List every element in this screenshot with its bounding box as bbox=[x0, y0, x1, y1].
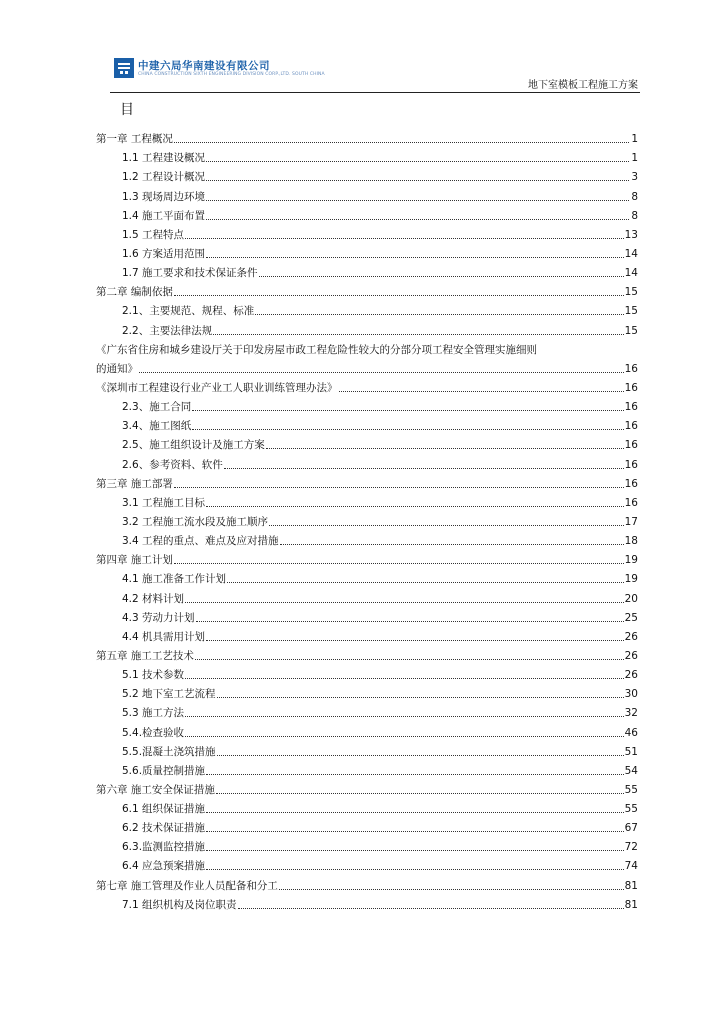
toc-leader-dots bbox=[279, 888, 624, 890]
toc-entry[interactable] bbox=[96, 567, 638, 586]
toc-entry[interactable] bbox=[96, 606, 638, 625]
toc-entry[interactable] bbox=[96, 586, 638, 605]
toc-entry[interactable] bbox=[96, 184, 638, 203]
toc-leader-dots bbox=[206, 218, 629, 220]
toc-leader-dots bbox=[196, 620, 624, 622]
toc-entry-title: 第六章 施工安全保证措施 bbox=[96, 783, 215, 796]
toc-entry[interactable] bbox=[96, 127, 638, 146]
toc-entry-title: 1.2 工程设计概况 bbox=[122, 171, 206, 184]
toc-entry[interactable] bbox=[96, 740, 638, 759]
toc-leader-dots bbox=[206, 773, 624, 775]
toc-entry[interactable] bbox=[96, 854, 638, 873]
toc-leader-dots bbox=[192, 409, 623, 411]
toc-leader-dots bbox=[224, 467, 624, 469]
toc-leader-dots bbox=[206, 849, 624, 851]
toc-entry-page: 1 bbox=[631, 133, 638, 146]
toc-entry-title: 6.4 应急预案措施 bbox=[122, 860, 206, 873]
toc-entry-title: 2.1、主要规范、规程、标准 bbox=[122, 305, 255, 318]
toc-entry[interactable] bbox=[96, 529, 638, 548]
toc-leader-dots bbox=[259, 275, 624, 277]
toc-entry-page: 32 bbox=[624, 707, 638, 720]
toc-entry-title: 5.5.混凝土浇筑措施 bbox=[122, 745, 216, 758]
toc-entry-page: 26 bbox=[624, 630, 638, 643]
toc-entry-title: 5.6.质量控制措施 bbox=[122, 764, 206, 777]
toc-leader-dots bbox=[216, 792, 624, 794]
toc-leader-dots bbox=[185, 601, 624, 603]
toc-entry-page: 55 bbox=[624, 803, 638, 816]
toc-leader-dots bbox=[255, 313, 623, 315]
toc-leader-dots bbox=[174, 141, 629, 143]
company-name-cn: 中建六局华南建设有限公司 bbox=[138, 60, 270, 72]
toc-entry-title: 4.1 施工准备工作计划 bbox=[122, 573, 227, 586]
toc-entry[interactable] bbox=[96, 280, 638, 299]
toc-entry-page: 46 bbox=[624, 726, 638, 739]
toc-leader-dots bbox=[227, 581, 624, 583]
toc-entry[interactable] bbox=[96, 625, 638, 644]
table-of-contents bbox=[96, 127, 638, 912]
toc-entry-title: 5.3 施工方法 bbox=[122, 707, 185, 720]
toc-leader-dots bbox=[266, 447, 624, 449]
toc-entry-page: 20 bbox=[624, 592, 638, 605]
toc-entry-title: 第三章 施工部署 bbox=[96, 477, 173, 490]
toc-leader-dots bbox=[185, 735, 624, 737]
toc-leader-dots bbox=[185, 715, 624, 717]
toc-entry[interactable] bbox=[96, 299, 638, 318]
toc-leader-dots bbox=[174, 486, 624, 488]
toc-entry-title: 6.2 技术保证措施 bbox=[122, 822, 206, 835]
toc-entry-title: 1.4 施工平面布置 bbox=[122, 209, 206, 222]
toc-entry-title: 2.6、参考资料、软件 bbox=[122, 458, 223, 471]
toc-entry-page: 25 bbox=[624, 611, 638, 624]
toc-entry-title: 5.4.检查验收 bbox=[122, 726, 185, 739]
toc-leader-dots bbox=[206, 505, 624, 507]
toc-entry-title: 1.3 现场周边环境 bbox=[122, 190, 206, 203]
toc-entry[interactable] bbox=[96, 893, 638, 912]
toc-entry[interactable] bbox=[96, 701, 638, 720]
toc-leader-dots bbox=[339, 390, 624, 392]
toc-entry-title: 3.2 工程施工流水段及施工顺序 bbox=[122, 515, 269, 528]
toc-entry[interactable] bbox=[96, 472, 638, 491]
toc-entry-page: 74 bbox=[624, 860, 638, 873]
toc-entry-page: 1 bbox=[631, 152, 638, 165]
toc-entry-title: 第一章 工程概况 bbox=[96, 133, 173, 146]
toc-entry-title: 1.5 工程特点 bbox=[122, 228, 185, 241]
toc-entry-page: 3 bbox=[631, 171, 638, 184]
toc-entry[interactable] bbox=[96, 835, 638, 854]
toc-entry-title: 4.4 机具需用计划 bbox=[122, 630, 206, 643]
toc-entry-page: 16 bbox=[624, 458, 638, 471]
toc-entry-page: 16 bbox=[624, 420, 638, 433]
toc-entry-title: 1.1 工程建设概况 bbox=[122, 152, 206, 165]
toc-entry-page: 30 bbox=[624, 688, 638, 701]
toc-entry-page: 54 bbox=[624, 764, 638, 777]
toc-entry-page: 18 bbox=[624, 535, 638, 548]
toc-entry-title: 3.1 工程施工目标 bbox=[122, 496, 206, 509]
toc-entry-page: 16 bbox=[624, 401, 638, 414]
toc-leader-dots bbox=[185, 237, 624, 239]
toc-entry-title: 2.5、施工组织设计及施工方案 bbox=[122, 439, 265, 452]
toc-entry[interactable] bbox=[96, 204, 638, 223]
toc-leader-dots bbox=[217, 754, 624, 756]
toc-entry-page: 15 bbox=[624, 286, 638, 299]
toc-leader-dots bbox=[238, 907, 624, 909]
toc-entry-page: 26 bbox=[624, 649, 638, 662]
toc-entry[interactable] bbox=[96, 816, 638, 835]
toc-leader-dots bbox=[174, 294, 624, 296]
toc-entry-title: 4.2 材料计划 bbox=[122, 592, 185, 605]
toc-entry-title: 5.2 地下室工艺流程 bbox=[122, 688, 216, 701]
toc-entry[interactable] bbox=[96, 414, 638, 433]
toc-entry[interactable] bbox=[96, 146, 638, 165]
toc-entry[interactable] bbox=[96, 261, 638, 280]
toc-entry-title: 5.1 技术参数 bbox=[122, 669, 185, 682]
toc-entry-title: 第五章 施工工艺技术 bbox=[96, 649, 194, 662]
toc-entry-page: 8 bbox=[631, 209, 638, 222]
toc-entry-page: 13 bbox=[624, 228, 638, 241]
toc-entry[interactable] bbox=[96, 357, 638, 376]
toc-entry[interactable] bbox=[96, 548, 638, 567]
toc-leader-dots bbox=[280, 543, 624, 545]
toc-entry[interactable] bbox=[96, 510, 638, 529]
toc-leader-dots bbox=[139, 371, 624, 373]
toc-entry[interactable] bbox=[96, 338, 638, 357]
toc-entry[interactable] bbox=[96, 797, 638, 816]
toc-leader-dots bbox=[206, 179, 629, 181]
toc-leader-dots bbox=[206, 256, 624, 258]
toc-entry-title: 3.4、施工图纸 bbox=[122, 420, 192, 433]
toc-entry-page: 72 bbox=[624, 841, 638, 854]
toc-entry-page: 19 bbox=[624, 554, 638, 567]
toc-entry-page: 16 bbox=[624, 439, 638, 452]
toc-entry[interactable] bbox=[96, 433, 638, 452]
toc-entry-title: 6.1 组织保证措施 bbox=[122, 803, 206, 816]
toc-entry[interactable] bbox=[96, 223, 638, 242]
toc-entry-page: 14 bbox=[624, 247, 638, 260]
toc-entry-title: 2.2、主要法律法规 bbox=[122, 324, 213, 337]
toc-entry-title: 的通知》 bbox=[96, 362, 138, 375]
toc-entry-title: 3.4 工程的重点、难点及应对措施 bbox=[122, 535, 279, 548]
toc-entry[interactable] bbox=[96, 491, 638, 510]
toc-leader-dots bbox=[192, 428, 623, 430]
toc-entry-page: 8 bbox=[631, 190, 638, 203]
toc-entry-page: 14 bbox=[624, 267, 638, 280]
document-title: 地下室模板工程施工方案 bbox=[528, 80, 638, 91]
toc-leader-dots bbox=[213, 333, 623, 335]
toc-leader-dots bbox=[206, 160, 629, 162]
toc-entry-title: 《广东省住房和城乡建设厅关于印发房屋市政工程危险性较大的分部分项工程安全管理实施细则 bbox=[96, 343, 537, 356]
toc-heading: 目 bbox=[120, 102, 134, 118]
toc-leader-dots bbox=[206, 639, 624, 641]
toc-entry-page: 81 bbox=[624, 879, 638, 892]
toc-entry-title: 第四章 施工计划 bbox=[96, 554, 173, 567]
toc-leader-dots bbox=[206, 868, 624, 870]
toc-entry[interactable] bbox=[96, 873, 638, 892]
toc-entry[interactable] bbox=[96, 720, 638, 739]
page-header bbox=[110, 52, 640, 93]
toc-leader-dots bbox=[269, 524, 624, 526]
company-name-en: CHINA CONSTRUCTION SIXTH ENGINEERING DIVISION CORP.,LTD. SOUTH CHINA bbox=[138, 72, 325, 77]
toc-entry-title: 第七章 施工管理及作业人员配备和分工 bbox=[96, 879, 278, 892]
toc-entry-page: 17 bbox=[624, 515, 638, 528]
toc-entry[interactable] bbox=[96, 663, 638, 682]
toc-entry-page: 26 bbox=[624, 669, 638, 682]
toc-entry[interactable] bbox=[96, 395, 638, 414]
toc-entry[interactable] bbox=[96, 452, 638, 471]
toc-entry-title: 4.3 劳动力计划 bbox=[122, 611, 195, 624]
toc-entry-page: 19 bbox=[624, 573, 638, 586]
toc-leader-dots bbox=[185, 677, 624, 679]
toc-entry-page: 55 bbox=[624, 783, 638, 796]
toc-entry[interactable] bbox=[96, 644, 638, 663]
toc-entry-page: 15 bbox=[624, 305, 638, 318]
toc-entry[interactable] bbox=[96, 165, 638, 184]
toc-leader-dots bbox=[174, 562, 624, 564]
toc-entry-title: 1.6 方案适用范围 bbox=[122, 247, 206, 260]
toc-entry-title: 2.3、施工合同 bbox=[122, 401, 192, 414]
toc-entry-page: 16 bbox=[624, 362, 638, 375]
toc-entry-page: 16 bbox=[624, 381, 638, 394]
toc-entry[interactable] bbox=[96, 242, 638, 261]
toc-entry-page: 67 bbox=[624, 822, 638, 835]
toc-entry-title: 第二章 编制依据 bbox=[96, 286, 173, 299]
toc-entry-page: 16 bbox=[624, 477, 638, 490]
toc-leader-dots bbox=[206, 811, 624, 813]
toc-entry-title: 6.3.监测监控措施 bbox=[122, 841, 206, 854]
toc-entry-page: 16 bbox=[624, 496, 638, 509]
toc-entry[interactable] bbox=[96, 759, 638, 778]
company-logo-icon bbox=[114, 58, 134, 78]
toc-leader-dots bbox=[206, 199, 629, 201]
toc-entry-title: 1.7 施工要求和技术保证条件 bbox=[122, 267, 258, 280]
toc-entry-page: 51 bbox=[624, 745, 638, 758]
toc-leader-dots bbox=[217, 696, 624, 698]
toc-entry[interactable] bbox=[96, 682, 638, 701]
toc-entry[interactable] bbox=[96, 778, 638, 797]
toc-entry-title: 7.1 组织机构及岗位职责 bbox=[122, 898, 237, 911]
toc-entry[interactable] bbox=[96, 318, 638, 337]
toc-entry-page: 81 bbox=[624, 898, 638, 911]
toc-entry-page: 15 bbox=[624, 324, 638, 337]
toc-entry-title: 《深圳市工程建设行业产业工人职业训练管理办法》 bbox=[96, 381, 338, 394]
toc-entry[interactable] bbox=[96, 376, 638, 395]
toc-leader-dots bbox=[195, 658, 624, 660]
toc-leader-dots bbox=[206, 830, 624, 832]
